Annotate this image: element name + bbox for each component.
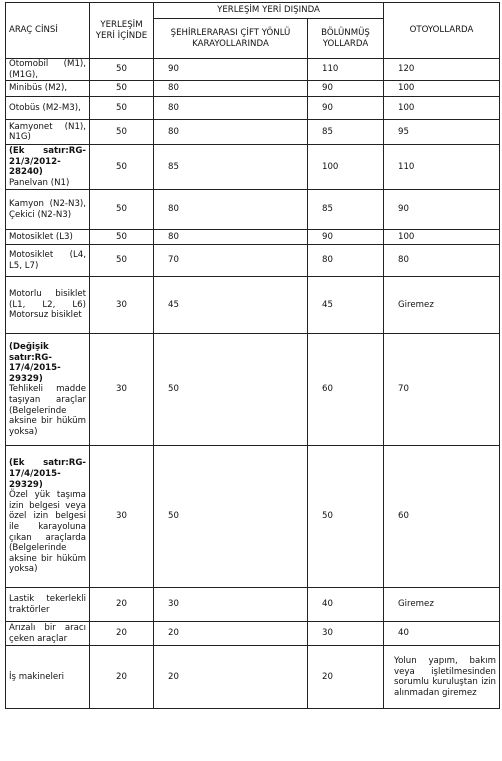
- speed-intercity-two-way: 80: [154, 190, 308, 230]
- speed-motorway: 120: [384, 59, 500, 81]
- table-row: [6, 588, 500, 622]
- speed-motorway: 100: [384, 97, 500, 120]
- table-body: [6, 59, 500, 709]
- speed-divided-road: 80: [308, 245, 384, 277]
- speed-inside-settlement: 50: [90, 59, 154, 81]
- speed-intercity-two-way: 50: [154, 446, 308, 588]
- speed-limit-table: [5, 2, 500, 709]
- vehicle-type-label: Tehlikeli madde taşıyan araçlar (Belgelerinde aksine bir hüküm yoksa): [9, 384, 86, 437]
- table-row: [6, 81, 500, 97]
- vehicle-type-cell: [6, 59, 90, 81]
- vehicle-type-cell: [6, 245, 90, 277]
- speed-divided-road: 30: [308, 622, 384, 646]
- vehicle-type-cell: [6, 446, 90, 588]
- speed-inside-settlement: 50: [90, 81, 154, 97]
- speed-inside-settlement: 50: [90, 230, 154, 245]
- speed-intercity-two-way: 80: [154, 97, 308, 120]
- speed-divided-road: 85: [308, 120, 384, 145]
- speed-motorway: Giremez: [384, 588, 500, 622]
- vehicle-type-cell: [6, 145, 90, 190]
- speed-intercity-two-way: 80: [154, 230, 308, 245]
- vehicle-type-label: Arızalı bir aracı çeken araçlar: [9, 623, 86, 644]
- speed-motorway: 70: [384, 334, 500, 446]
- header-bolunmus: BÖLÜNMÜŞ YOLLARDA: [308, 19, 384, 59]
- table-row: [6, 145, 500, 190]
- speed-motorway: 100: [384, 230, 500, 245]
- table-row: [6, 334, 500, 446]
- table-row: [6, 277, 500, 334]
- speed-divided-road: 60: [308, 334, 384, 446]
- header-arac-cinsi: ARAÇ CİNSİ: [6, 3, 90, 59]
- header-sehirlerarasi: ŞEHİRLERARASI ÇİFT YÖNLÜ KARAYOLLARINDA: [154, 19, 308, 59]
- speed-inside-settlement: 50: [90, 97, 154, 120]
- amendment-note: (Ek satır:RG-17/4/2015-29329): [9, 458, 86, 490]
- speed-intercity-two-way: 30: [154, 588, 308, 622]
- vehicle-type-cell: [6, 334, 90, 446]
- table-row: [6, 97, 500, 120]
- vehicle-type-cell: [6, 277, 90, 334]
- table-row: [6, 622, 500, 646]
- speed-divided-road: 90: [308, 97, 384, 120]
- vehicle-type-cell: [6, 622, 90, 646]
- speed-divided-road: 45: [308, 277, 384, 334]
- amendment-note: (Ek satır:RG-21/3/2012-28240): [9, 146, 86, 178]
- speed-motorway: 60: [384, 446, 500, 588]
- speed-intercity-two-way: 80: [154, 81, 308, 97]
- speed-intercity-two-way: 50: [154, 334, 308, 446]
- vehicle-type-label: Motorlu bisiklet (L1, L2, L6) Motorsuz bisiklet: [9, 289, 86, 321]
- vehicle-type-label: İş makineleri: [9, 671, 65, 682]
- header-otoyollarda: OTOYOLLARDA: [384, 3, 500, 59]
- speed-motorway: Yolun yapım, bakım veya işletilmesinden sorumlu kuruluştan izin alınmadan giremez: [384, 646, 500, 709]
- vehicle-type-cell: [6, 646, 90, 709]
- vehicle-type-cell: [6, 120, 90, 145]
- vehicle-type-label: Minibüs (M2),: [9, 83, 68, 94]
- speed-inside-settlement: 30: [90, 277, 154, 334]
- vehicle-type-cell: [6, 97, 90, 120]
- vehicle-type-label: Motosiklet (L4, L5, L7): [9, 250, 86, 271]
- speed-inside-settlement: 30: [90, 334, 154, 446]
- vehicle-type-label: Motosiklet (L3): [9, 231, 73, 242]
- header-yerlesim-yeri-icinde: YERLEŞİM YERİ İÇİNDE: [90, 3, 154, 59]
- speed-divided-road: 85: [308, 190, 384, 230]
- speed-intercity-two-way: 20: [154, 646, 308, 709]
- speed-intercity-two-way: 70: [154, 245, 308, 277]
- speed-divided-road: 90: [308, 81, 384, 97]
- speed-intercity-two-way: 80: [154, 120, 308, 145]
- vehicle-type-cell: [6, 230, 90, 245]
- table-row: [6, 59, 500, 81]
- vehicle-type-cell: [6, 81, 90, 97]
- speed-inside-settlement: 30: [90, 446, 154, 588]
- table-row: [6, 230, 500, 245]
- speed-motorway: 40: [384, 622, 500, 646]
- speed-intercity-two-way: 20: [154, 622, 308, 646]
- speed-inside-settlement: 20: [90, 622, 154, 646]
- vehicle-type-cell: [6, 190, 90, 230]
- speed-divided-road: 100: [308, 145, 384, 190]
- speed-inside-settlement: 20: [90, 588, 154, 622]
- speed-divided-road: 50: [308, 446, 384, 588]
- vehicle-type-label: Otobüs (M2-M3),: [9, 102, 81, 113]
- table-row: [6, 646, 500, 709]
- amendment-note: (Değişik satır:RG-17/4/2015-29329): [9, 342, 61, 384]
- speed-inside-settlement: 50: [90, 120, 154, 145]
- speed-divided-road: 40: [308, 588, 384, 622]
- speed-motorway: Giremez: [384, 277, 500, 334]
- vehicle-type-label: Kamyonet (N1), N1G): [9, 121, 86, 143]
- table-row: [6, 446, 500, 588]
- vehicle-type-label: Kamyon (N2-N3), Çekici (N2-N3): [9, 199, 86, 220]
- speed-inside-settlement: 50: [90, 145, 154, 190]
- speed-intercity-two-way: 85: [154, 145, 308, 190]
- vehicle-type-label: Özel yük taşıma izin belgesi veya özel izin belgesi ile karayoluna çıkan araçlarda (Belgelerinde aksine bir hüküm yoksa): [9, 490, 86, 575]
- speed-divided-road: 110: [308, 59, 384, 81]
- vehicle-type-label: Lastik tekerlekli traktörler: [9, 594, 86, 615]
- table-row: [6, 245, 500, 277]
- speed-inside-settlement: 50: [90, 245, 154, 277]
- speed-intercity-two-way: 45: [154, 277, 308, 334]
- speed-inside-settlement: 50: [90, 190, 154, 230]
- speed-intercity-two-way: 90: [154, 59, 308, 81]
- speed-motorway: 95: [384, 120, 500, 145]
- vehicle-type-label: Panelvan (N1): [9, 177, 70, 188]
- vehicle-type-label: Otomobil (M1), (M1G),: [9, 59, 86, 80]
- header-yerlesim-yeri-disinda: YERLEŞİM YERİ DIŞINDA: [154, 3, 384, 19]
- header-row-1: [6, 3, 500, 19]
- speed-motorway: 90: [384, 190, 500, 230]
- speed-motorway: 80: [384, 245, 500, 277]
- speed-divided-road: 20: [308, 646, 384, 709]
- speed-inside-settlement: 20: [90, 646, 154, 709]
- table-row: [6, 120, 500, 145]
- vehicle-type-cell: [6, 588, 90, 622]
- table-row: [6, 190, 500, 230]
- speed-divided-road: 90: [308, 230, 384, 245]
- speed-motorway: 100: [384, 81, 500, 97]
- speed-motorway: 110: [384, 145, 500, 190]
